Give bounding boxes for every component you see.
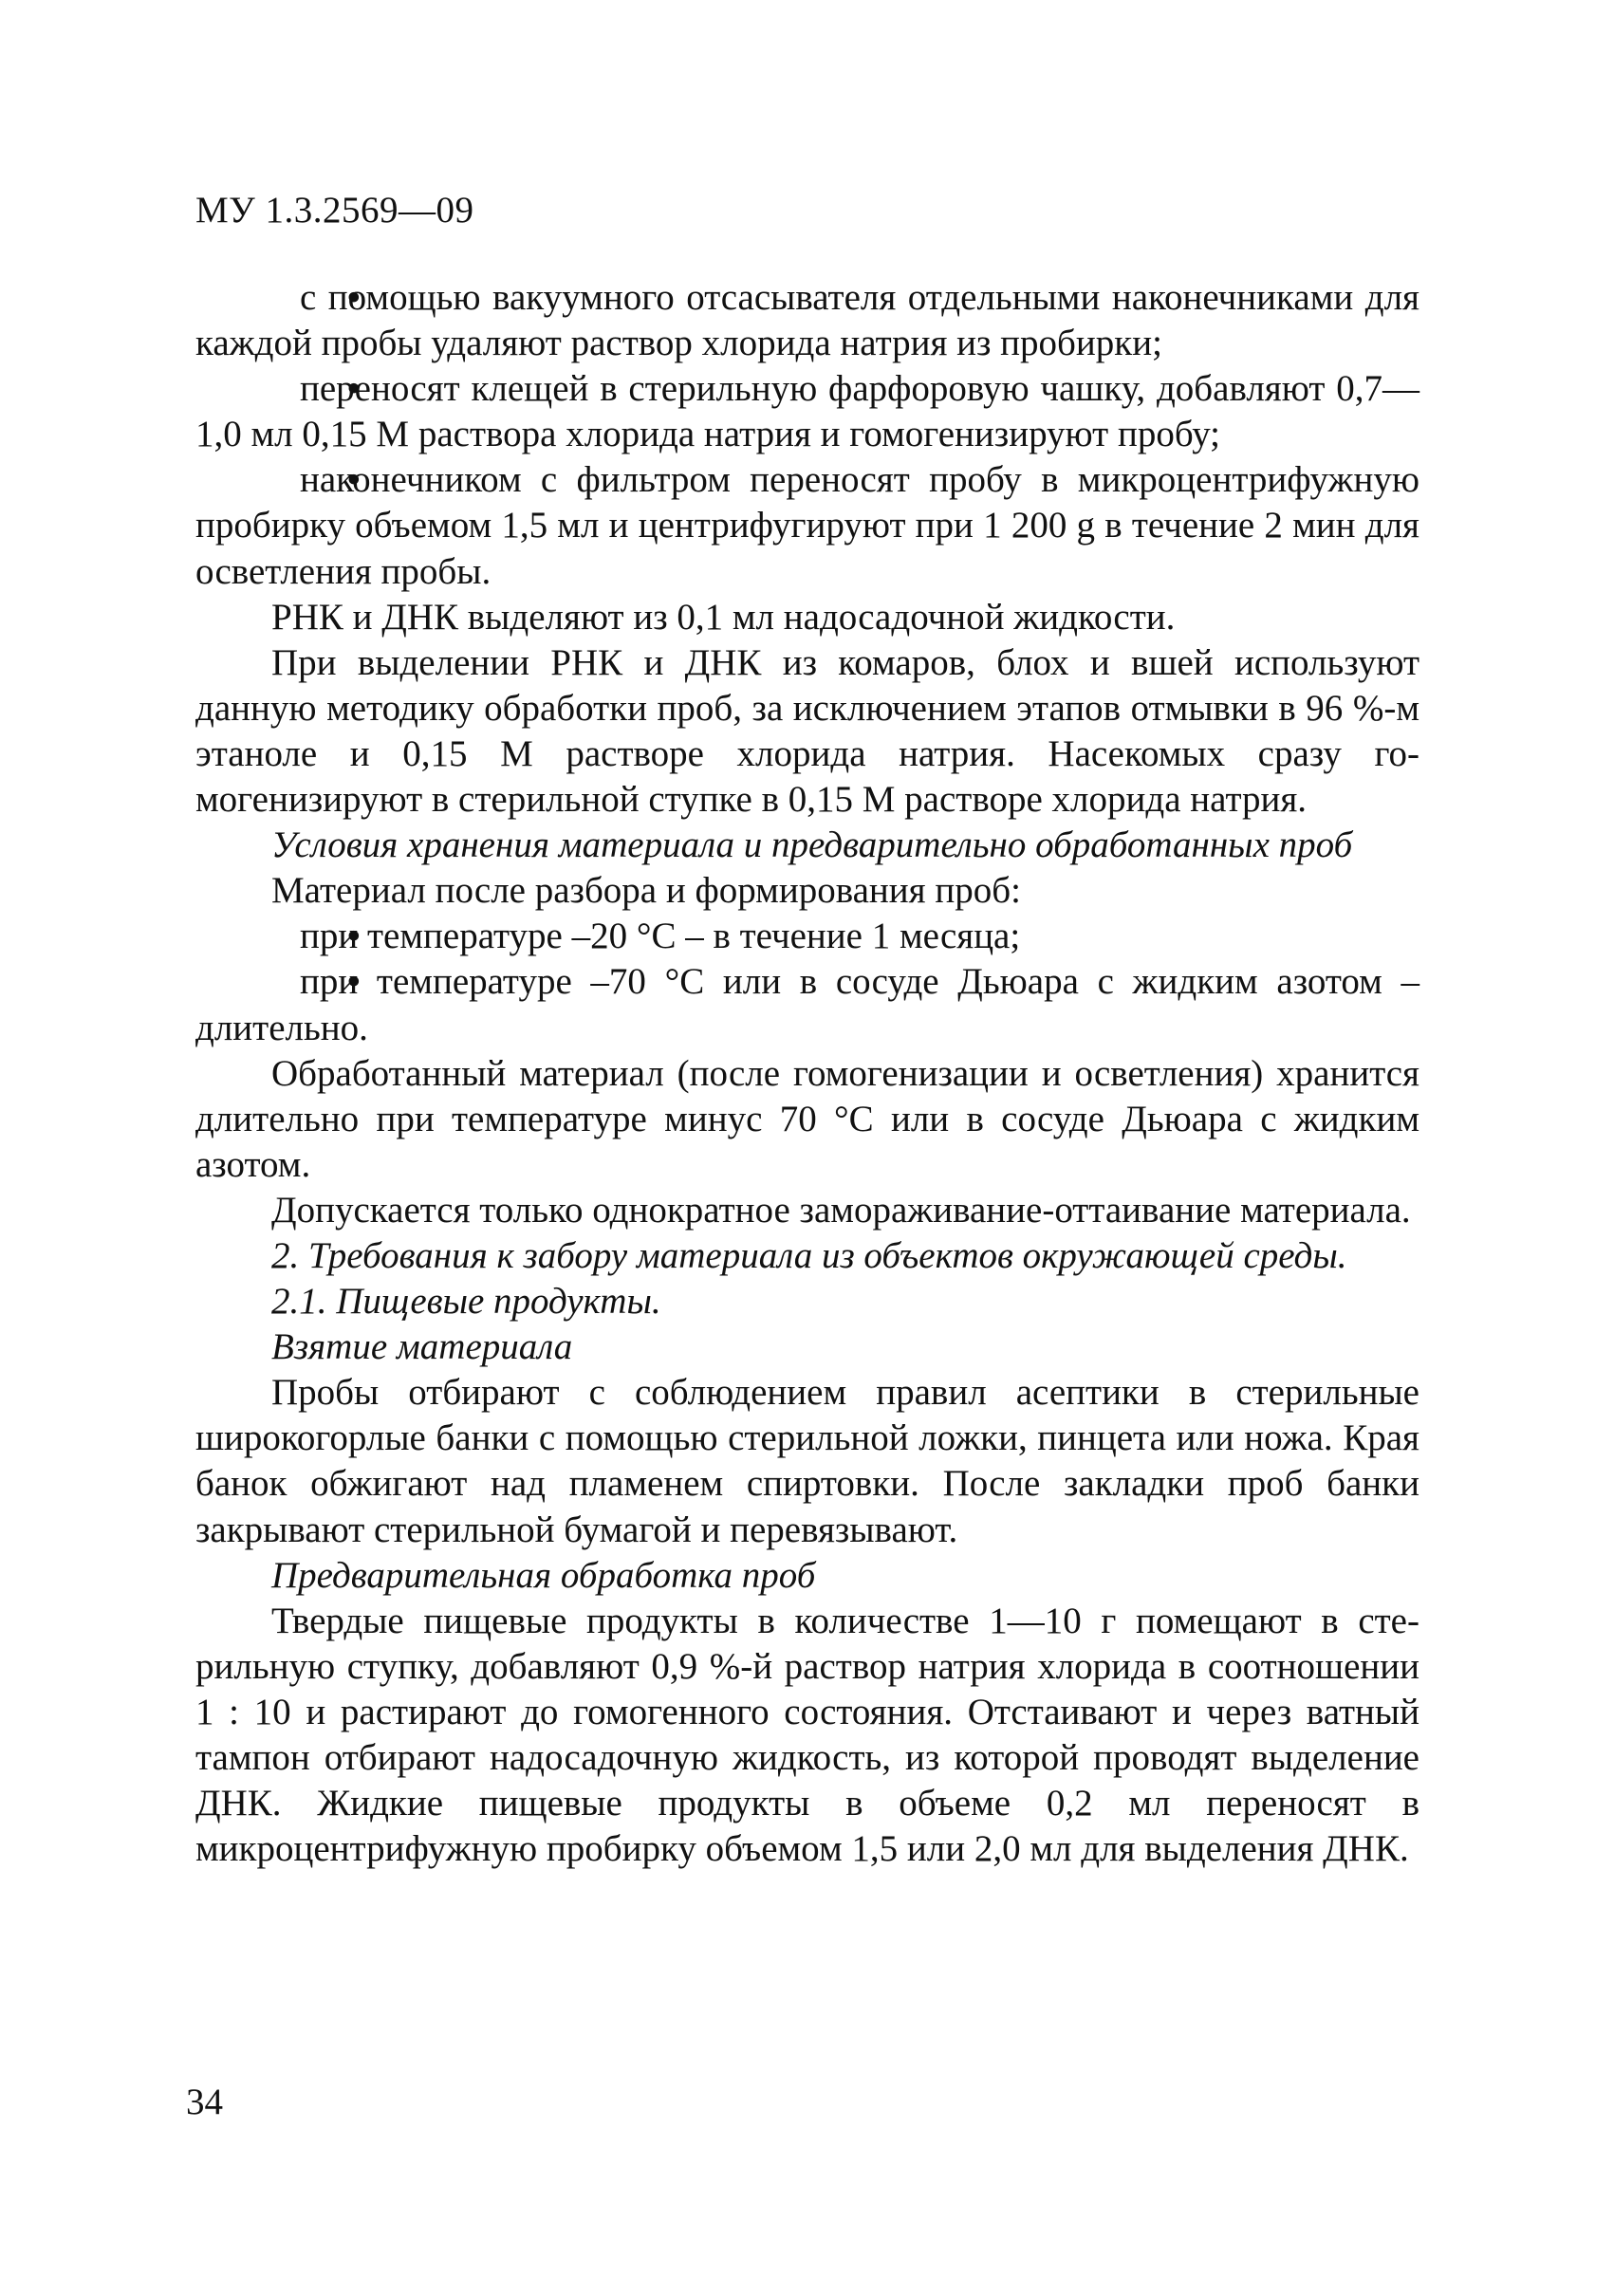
document-header: МУ 1.3.2569—09 — [195, 190, 474, 231]
bullet-paragraph: • с помощью вакуумного отсасывателя отдельными наконечниками для каждой пробы удаляют раствор хлорида натрия из пробирки; — [195, 275, 1419, 366]
bullet-paragraph: • при температуре –70 °С или в сосуде Дьюара с жидким азотом – длительно. — [195, 959, 1419, 1050]
subsection-heading: Взятие материала — [271, 1326, 573, 1368]
bullet-paragraph: • наконечником с фильтром переносят пробу в микроцентрифужную пробирку объемом 1,5 мл и центрифугируют при 1 200 g в течение 2 мин для осветления пробы. — [195, 457, 1419, 594]
subsection-heading: 2.1. Пищевые продукты. — [271, 1281, 661, 1323]
body-paragraph: РНК и ДНК выделяют из 0,1 мл надосадочной жидкости. — [271, 596, 1176, 638]
body-paragraph: Твердые пищевые продукты в количестве 1—10 г помещают в стерильную ступку, добавляют 0,9 %-й раствор натрия хлорида в соотношении 1 : 10 и растирают до гомогенного состояния. Отстаивают и через ватный тампон отбирают надосадочную жидкость, из которой проводят выделение ДНК. Жидкие пищевые продукты в объеме 0,2 мл переносят в микроцентрифужную пробирку объемом 1,5 или 2,0 мл для выделения ДНК. — [195, 1600, 1419, 1870]
subsection-heading: Предварительная обработка проб — [271, 1554, 816, 1596]
body-paragraph: Допускается только однократное замораживание-оттаивание материала. — [271, 1189, 1411, 1231]
body-paragraph: Материал после разбора и формирования проб: — [271, 870, 1021, 912]
document-body — [195, 275, 1419, 1872]
body-paragraph: Пробы отбирают с соблюдением правил асептики в стерильные широкогорлые банки с помощью стерильной ложки, пинцета или ножа. Края банок обжигают над пламенем спиртовки. После закладки проб банки закрывают стерильной бумагой и перевязывают. — [195, 1372, 1419, 1550]
body-paragraph: При выделении РНК и ДНК из комаров, блох и вшей используют данную методику обработки проб, за исключением этапов отмывки в 96 %-м этаноле и 0,15 М растворе хлорида натрия. Насекомых сразу гомогенизируют в стерильной ступке в 0,15 М растворе хлорида натрия. — [195, 641, 1419, 821]
page-number: 34 — [186, 2082, 223, 2122]
section-heading: 2. Требования к забору материала из объектов окружающей среды. — [271, 1234, 1347, 1276]
bullet-paragraph: • переносят клещей в стерильную фарфоровую чашку, добавляют 0,7—1,0 мл 0,15 М раствора хлорида натрия и гомогенизируют пробу; — [195, 366, 1419, 457]
bullet-paragraph: • при температуре –20 °С – в течение 1 месяца; — [195, 914, 1419, 959]
section-heading: Условия хранения материала и предварительно обработанных проб — [271, 824, 1353, 866]
body-paragraph: Обработанный материал (после гомогенизации и осветления) хранится длительно при температуре минус 70 °С или в сосуде Дьюара с жидким азотом. — [195, 1052, 1419, 1185]
